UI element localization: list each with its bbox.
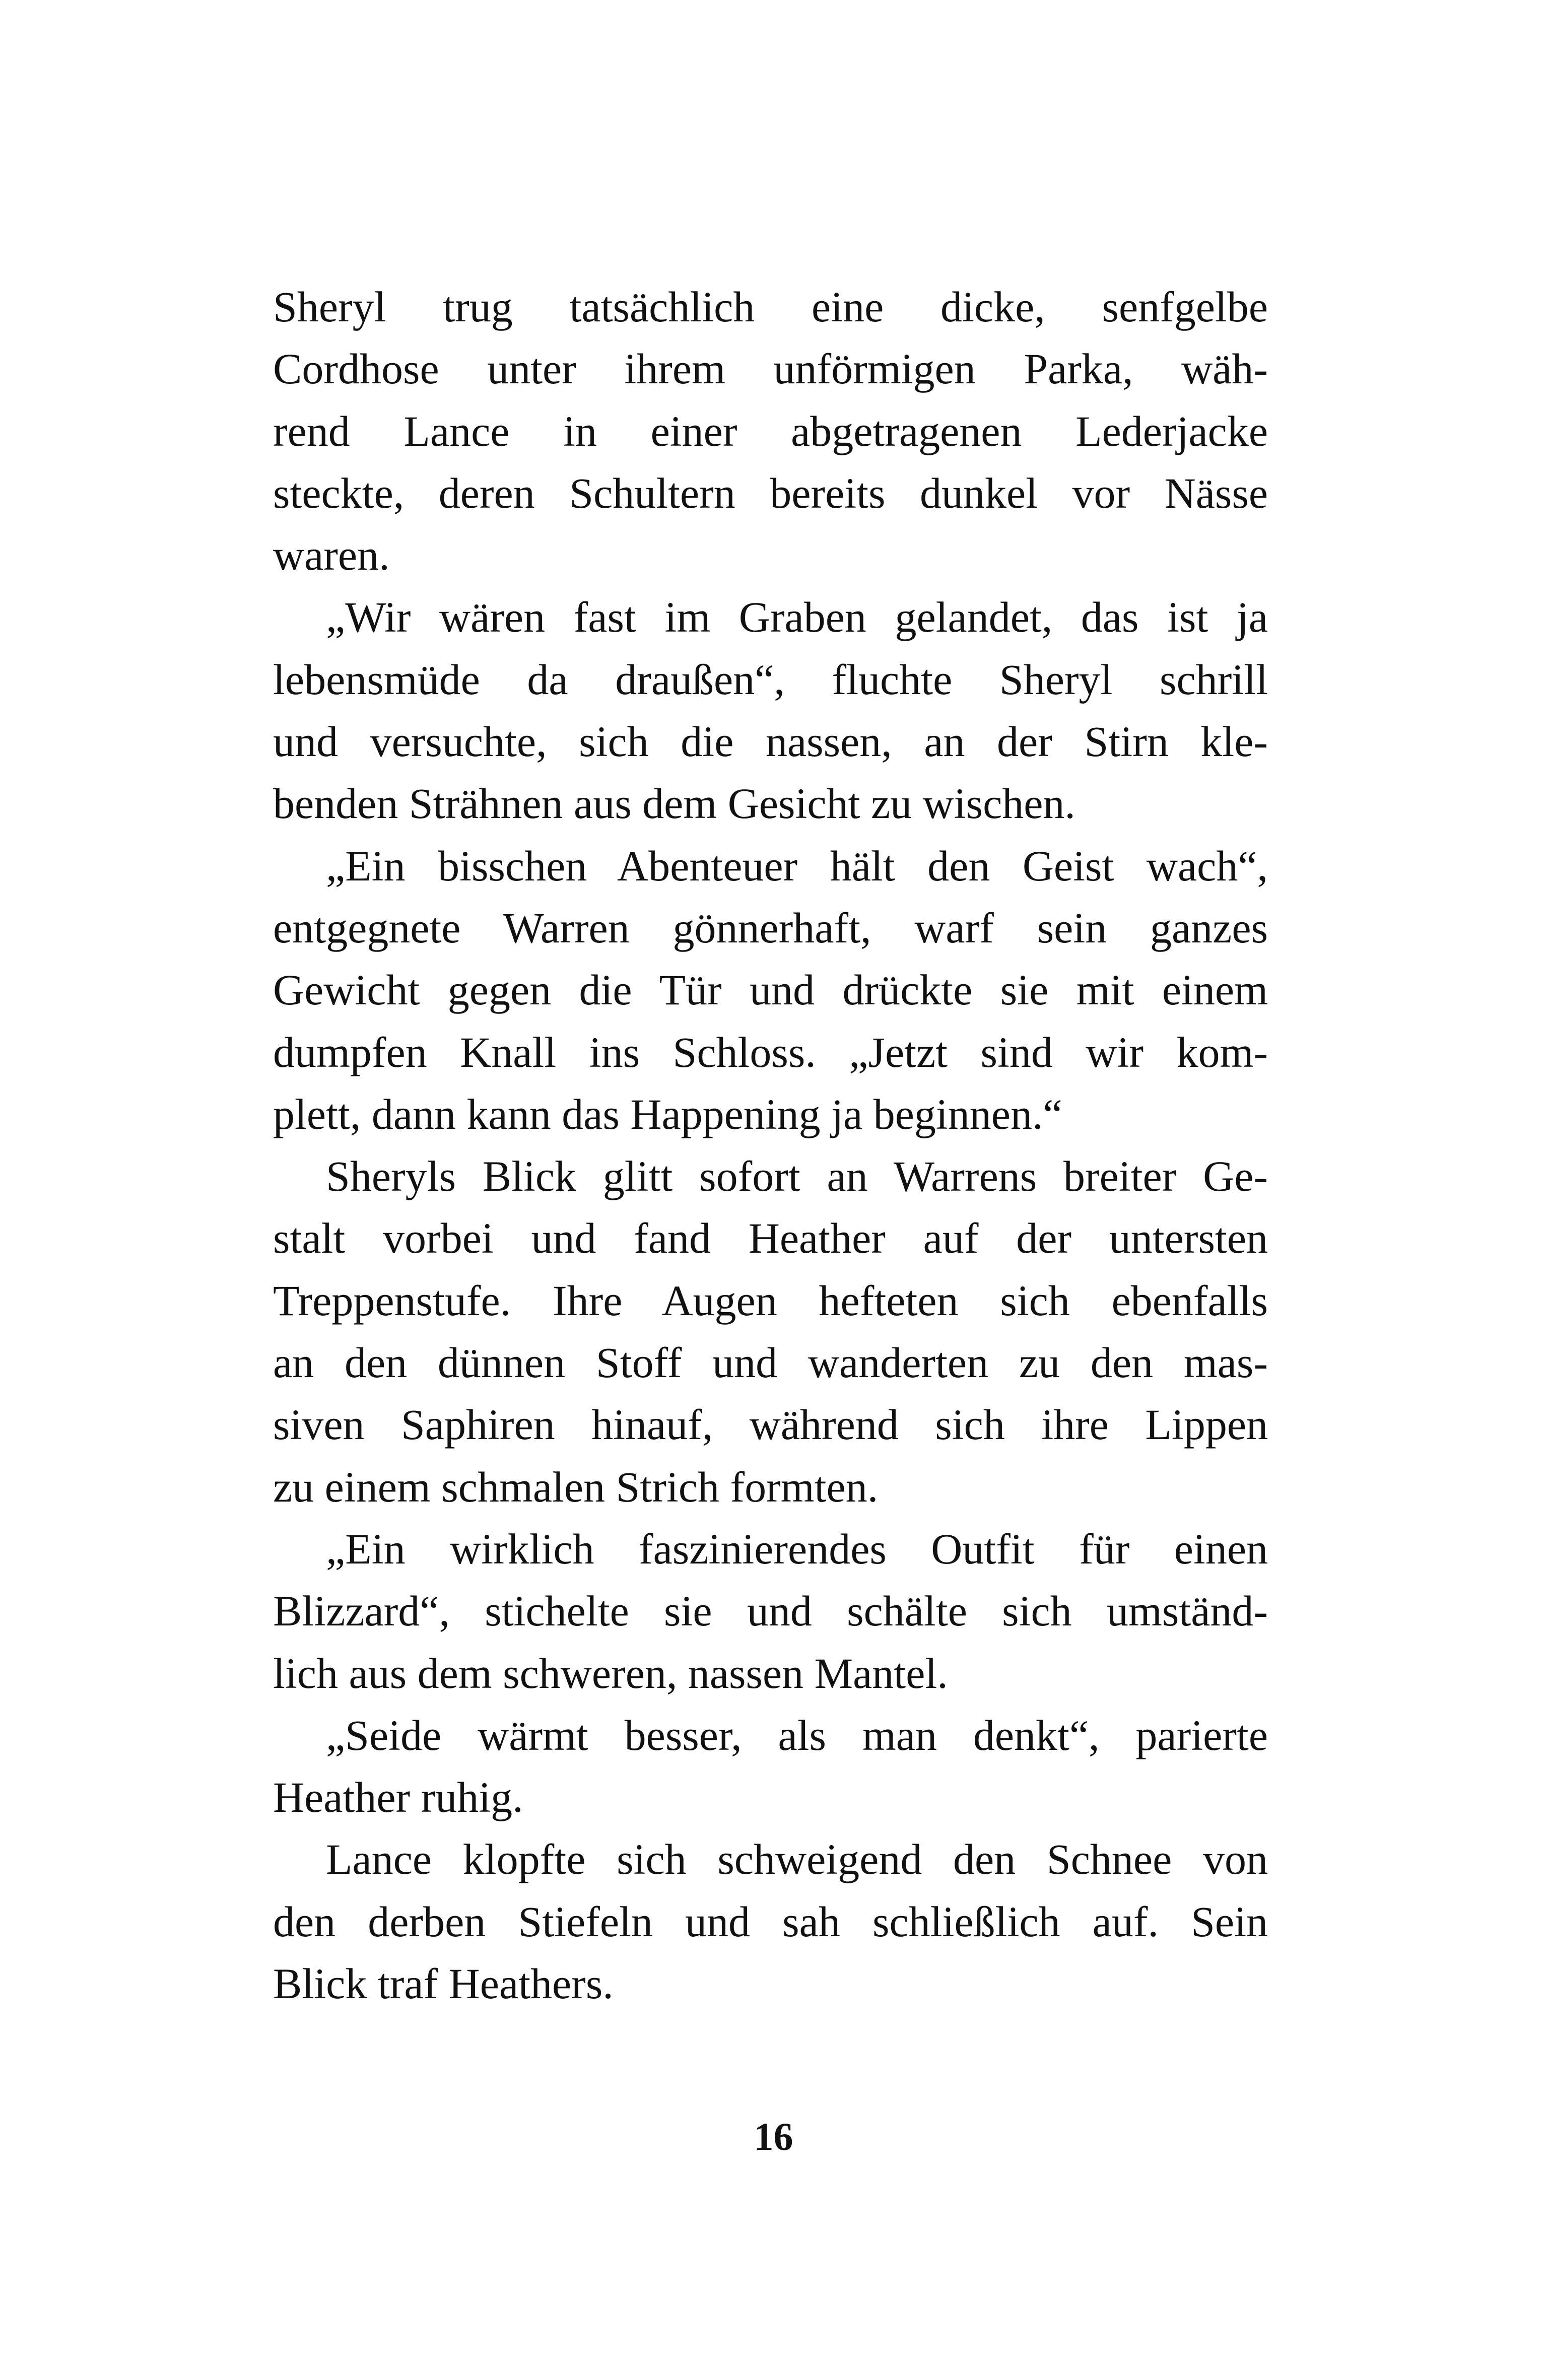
text-line: den derben Stiefeln und sah schließlich auf. Sein bbox=[273, 1897, 1268, 1946]
text-line: entgegnete Warren gönnerhaft, warf sein ganzes bbox=[273, 903, 1268, 952]
text-line: „Ein wirklich faszinierendes Outfit für einen bbox=[326, 1524, 1268, 1573]
text-line: Gewicht gegen die Tür und drückte sie mit einem bbox=[273, 966, 1268, 1014]
text-line: rend Lance in einer abgetragenen Lederjacke bbox=[273, 406, 1268, 455]
body-text bbox=[273, 276, 1268, 2015]
page-number: 16 bbox=[754, 2115, 793, 2158]
paragraph bbox=[273, 1145, 1268, 1518]
text-line: Sheryls Blick glitt sofort an Warrens breiter Ge- bbox=[326, 1152, 1268, 1201]
text-line: Treppenstufe. Ihre Augen hefteten sich ebenfalls bbox=[273, 1276, 1268, 1325]
text-line: an den dünnen Stoff und wanderten zu den mas- bbox=[273, 1338, 1268, 1387]
text-line: dumpfen Knall ins Schloss. „Jetzt sind wir kom- bbox=[273, 1028, 1268, 1076]
text-line: und versuchte, sich die nassen, an der Stirn kle- bbox=[273, 717, 1268, 766]
text-line: steckte, deren Schultern bereits dunkel vor Nässe bbox=[273, 468, 1268, 517]
text-line: „Wir wären fast im Graben gelandet, das ist ja bbox=[326, 593, 1268, 642]
text-line: zu einem schmalen Strich formten. bbox=[273, 1462, 879, 1511]
paragraph bbox=[273, 1828, 1268, 2015]
paragraph bbox=[273, 276, 1268, 586]
text-line: Heather ruhig. bbox=[273, 1773, 523, 1822]
text-line: benden Strähnen aus dem Gesicht zu wischen. bbox=[273, 779, 1075, 828]
paragraph bbox=[273, 1518, 1268, 1705]
text-line: Blick traf Heathers. bbox=[273, 1959, 614, 2008]
text-line: Cordhose unter ihrem unförmigen Parka, wäh- bbox=[273, 345, 1268, 393]
paragraph bbox=[273, 586, 1268, 835]
paragraph bbox=[273, 1705, 1268, 1829]
text-line: lebensmüde da draußen“, fluchte Sheryl schrill bbox=[273, 655, 1268, 704]
text-line: siven Saphiren hinauf, während sich ihre Lippen bbox=[273, 1400, 1268, 1449]
text-line: Sheryl trug tatsächlich eine dicke, senfgelbe bbox=[273, 283, 1268, 331]
text-line: „Ein bisschen Abenteuer hält den Geist wach“, bbox=[326, 841, 1268, 890]
text-line: Blizzard“, stichelte sie und schälte sich umständ- bbox=[273, 1587, 1268, 1636]
text-line: stalt vorbei und fand Heather auf der untersten bbox=[273, 1214, 1268, 1263]
text-line: plett, dann kann das Happening ja beginnen.“ bbox=[273, 1090, 1062, 1138]
text-line: lich aus dem schweren, nassen Mantel. bbox=[273, 1649, 948, 1697]
paragraph bbox=[273, 835, 1268, 1145]
text-line: „Seide wärmt besser, als man denkt“, parierte bbox=[326, 1711, 1268, 1759]
text-line: Lance klopfte sich schweigend den Schnee von bbox=[326, 1835, 1268, 1884]
text-line: waren. bbox=[273, 531, 390, 580]
